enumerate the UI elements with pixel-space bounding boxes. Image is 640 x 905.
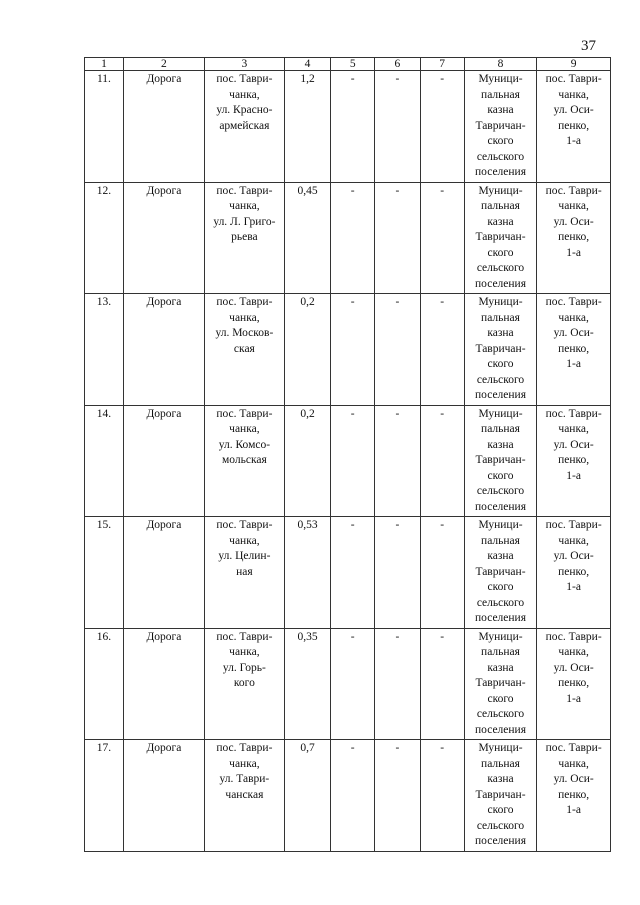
owner-cell-line: сельского — [476, 485, 525, 497]
column-6-cell: - — [375, 71, 420, 183]
owner-cell — [464, 182, 537, 294]
owner-cell-line: ского — [487, 804, 514, 816]
owner-cell-line: сельского — [476, 262, 525, 274]
column-number: 1 — [85, 58, 124, 71]
table-row — [85, 517, 611, 629]
column-5-cell: - — [331, 628, 375, 740]
object-type-cell: Дорога — [123, 628, 204, 740]
holder-address-cell-line: 1-а — [566, 581, 581, 593]
owner-cell-line: казна — [487, 215, 514, 228]
owner-cell-line: сельского — [476, 708, 525, 720]
owner-cell — [464, 405, 537, 517]
address-cell-line: чанская — [225, 788, 264, 801]
address-cell-line: чанка, — [229, 757, 260, 770]
owner-cell-line: поселения — [475, 612, 526, 624]
owner-cell-line: поселения — [475, 389, 526, 401]
table-row — [85, 294, 611, 406]
holder-address-cell-line: 1-а — [566, 358, 581, 370]
column-7-cell: - — [420, 294, 464, 406]
address-cell — [204, 405, 284, 517]
owner-cell-line: казна — [487, 438, 514, 451]
length-cell: 0,2 — [284, 405, 330, 517]
holder-address-cell-line: чанка, — [558, 311, 589, 324]
owner-cell-line: пальная — [481, 423, 520, 435]
owner-cell-line: Тавричан- — [475, 231, 526, 243]
holder-address-cell-line: 1-а — [566, 469, 581, 482]
holder-address-cell — [537, 405, 611, 517]
owner-cell-line: Муници- — [478, 184, 523, 197]
column-number: 7 — [420, 58, 464, 71]
column-5-cell: - — [331, 405, 375, 517]
row-number-cell: 14. — [85, 405, 124, 517]
owner-cell-line: сельского — [476, 819, 525, 832]
address-cell-line: ул. Москов- — [215, 327, 274, 339]
length-cell: 0,45 — [284, 182, 330, 294]
holder-address-cell-line: пенко, — [558, 788, 590, 801]
row-number-cell: 12. — [85, 182, 124, 294]
holder-address-cell-line: 1-а — [566, 135, 581, 147]
address-cell-line: рьева — [231, 231, 258, 243]
holder-address-cell-line: пос. Таври- — [545, 407, 602, 420]
row-number-cell: 17. — [85, 740, 124, 852]
holder-address-cell-line: пос. Таври- — [545, 742, 602, 754]
address-cell-line: чанка, — [229, 88, 260, 101]
holder-address-cell-line: пос. Таври- — [545, 519, 602, 531]
holder-address-cell-line: чанка, — [558, 757, 589, 770]
address-cell-line: ул. Л. Григо- — [213, 215, 276, 228]
object-type-cell: Дорога — [123, 517, 204, 629]
owner-cell-line: Муници- — [478, 407, 523, 420]
holder-address-cell-line: чанка, — [558, 646, 589, 658]
address-cell — [204, 628, 284, 740]
row-number-cell: 16. — [85, 628, 124, 740]
address-cell-line: ул. Комсо- — [218, 438, 271, 451]
address-cell-line: чанка, — [229, 423, 260, 435]
owner-cell-line: Тавричан- — [475, 565, 526, 578]
holder-address-cell-line: ул. Оси- — [553, 215, 594, 228]
address-cell-line: ная — [236, 565, 253, 578]
holder-address-cell — [537, 294, 611, 406]
holder-address-cell-line: ул. Оси- — [553, 550, 594, 562]
address-cell-line: пос. Таври- — [216, 296, 273, 308]
owner-cell-line: поселения — [475, 277, 526, 290]
holder-address-cell-line: 1-а — [566, 246, 581, 259]
owner-cell-line: сельского — [476, 373, 525, 386]
owner-cell-line: сельского — [476, 150, 525, 163]
column-number-row — [85, 58, 611, 71]
owner-cell-line: поселения — [475, 723, 526, 736]
column-5-cell: - — [331, 740, 375, 852]
length-cell: 0,7 — [284, 740, 330, 852]
column-5-cell: - — [331, 517, 375, 629]
column-number: 3 — [204, 58, 284, 71]
column-6-cell: - — [375, 294, 420, 406]
column-number: 8 — [464, 58, 537, 71]
address-cell-line: ская — [233, 342, 255, 355]
owner-cell-line: казна — [487, 550, 514, 562]
address-cell-line: ул. Горь- — [222, 661, 266, 674]
owner-cell-line: казна — [487, 661, 514, 674]
owner-cell — [464, 628, 537, 740]
address-cell-line: пос. Таври- — [216, 73, 273, 85]
owner-cell-line: Тавричан- — [475, 677, 526, 689]
holder-address-cell-line: 1-а — [566, 804, 581, 816]
owner-cell-line: Муници- — [478, 742, 523, 754]
holder-address-cell-line: 1-а — [566, 692, 581, 705]
holder-address-cell-line: ул. Оси- — [553, 773, 594, 785]
row-number-cell: 13. — [85, 294, 124, 406]
owner-cell — [464, 517, 537, 629]
property-registry-table — [84, 57, 611, 852]
holder-address-cell-line: пенко, — [558, 565, 590, 578]
owner-cell-line: пальная — [481, 534, 520, 547]
row-number-cell: 15. — [85, 517, 124, 629]
column-7-cell: - — [420, 405, 464, 517]
address-cell-line: чанка, — [229, 534, 260, 547]
address-cell — [204, 740, 284, 852]
address-cell-line: чанка, — [229, 646, 260, 658]
owner-cell-line: Тавричан- — [475, 342, 526, 355]
address-cell-line: кого — [233, 677, 255, 689]
holder-address-cell-line: пенко, — [558, 342, 590, 355]
holder-address-cell-line: пенко, — [558, 119, 590, 132]
column-6-cell: - — [375, 182, 420, 294]
column-5-cell: - — [331, 294, 375, 406]
owner-cell-line: Тавричан- — [475, 454, 526, 466]
object-type-cell: Дорога — [123, 405, 204, 517]
row-number-cell: 11. — [85, 71, 124, 183]
column-6-cell: - — [375, 740, 420, 852]
holder-address-cell-line: ул. Оси- — [553, 327, 594, 339]
holder-address-cell — [537, 628, 611, 740]
owner-cell-line: сельского — [476, 596, 525, 609]
length-cell: 1,2 — [284, 71, 330, 183]
holder-address-cell-line: пенко, — [558, 231, 590, 243]
column-6-cell: - — [375, 405, 420, 517]
holder-address-cell-line: ул. Оси- — [553, 104, 594, 116]
column-number: 2 — [123, 58, 204, 71]
column-number: 4 — [284, 58, 330, 71]
owner-cell-line: пальная — [481, 311, 520, 324]
address-cell-line: чанка, — [229, 311, 260, 324]
address-cell-line: пос. Таври- — [216, 407, 273, 420]
owner-cell-line: Тавричан- — [475, 119, 526, 132]
holder-address-cell-line: чанка, — [558, 200, 589, 212]
address-cell — [204, 294, 284, 406]
object-type-cell: Дорога — [123, 740, 204, 852]
column-7-cell: - — [420, 517, 464, 629]
owner-cell-line: поселения — [475, 166, 526, 178]
column-5-cell: - — [331, 182, 375, 294]
owner-cell-line: ского — [487, 246, 514, 259]
holder-address-cell-line: чанка, — [558, 423, 589, 435]
table-row — [85, 740, 611, 852]
column-number: 6 — [375, 58, 420, 71]
address-cell-line: пос. Таври- — [216, 630, 273, 643]
address-cell — [204, 182, 284, 294]
address-cell — [204, 71, 284, 183]
owner-cell-line: Тавричан- — [475, 788, 526, 801]
holder-address-cell — [537, 517, 611, 629]
owner-cell-line: ского — [487, 358, 514, 370]
length-cell: 0,35 — [284, 628, 330, 740]
owner-cell-line: Муници- — [478, 73, 523, 85]
column-7-cell: - — [420, 628, 464, 740]
table-row — [85, 182, 611, 294]
holder-address-cell-line: пос. Таври- — [545, 296, 602, 308]
address-cell-line: армейская — [219, 119, 270, 132]
page-number: 37 — [581, 38, 596, 54]
holder-address-cell — [537, 182, 611, 294]
owner-cell — [464, 71, 537, 183]
owner-cell-line: Муници- — [478, 296, 523, 308]
owner-cell-line: казна — [487, 773, 514, 785]
owner-cell-line: Муници- — [478, 630, 523, 643]
owner-cell-line: пальная — [481, 88, 520, 101]
owner-cell-line: пальная — [481, 200, 520, 212]
owner-cell-line: ского — [487, 692, 514, 705]
address-cell-line: пос. Таври- — [216, 742, 273, 754]
address-cell-line: пос. Таври- — [216, 519, 273, 531]
column-6-cell: - — [375, 517, 420, 629]
table-row — [85, 628, 611, 740]
owner-cell-line: ского — [487, 135, 514, 147]
holder-address-cell — [537, 71, 611, 183]
owner-cell-line: ского — [487, 581, 514, 593]
owner-cell — [464, 294, 537, 406]
address-cell-line: ул. Таври- — [219, 773, 270, 785]
holder-address-cell-line: пенко, — [558, 454, 590, 466]
owner-cell-line: Муници- — [478, 519, 523, 531]
owner-cell-line: казна — [487, 327, 514, 339]
owner-cell-line: ского — [487, 469, 514, 482]
address-cell-line: мольская — [222, 454, 267, 466]
holder-address-cell-line: ул. Оси- — [553, 661, 594, 674]
column-6-cell: - — [375, 628, 420, 740]
address-cell-line: пос. Таври- — [216, 184, 273, 197]
holder-address-cell-line: ул. Оси- — [553, 438, 594, 451]
holder-address-cell-line: пос. Таври- — [545, 73, 602, 85]
owner-cell-line: поселения — [475, 500, 526, 513]
length-cell: 0,53 — [284, 517, 330, 629]
holder-address-cell-line: чанка, — [558, 534, 589, 547]
column-7-cell: - — [420, 71, 464, 183]
owner-cell-line: пальная — [481, 757, 520, 770]
owner-cell-line: казна — [487, 104, 514, 116]
owner-cell-line: пальная — [481, 646, 520, 658]
object-type-cell: Дорога — [123, 294, 204, 406]
holder-address-cell-line: пенко, — [558, 677, 590, 689]
holder-address-cell — [537, 740, 611, 852]
address-cell — [204, 517, 284, 629]
holder-address-cell-line: пос. Таври- — [545, 184, 602, 197]
owner-cell-line: поселения — [475, 835, 526, 847]
column-5-cell: - — [331, 71, 375, 183]
column-number: 5 — [331, 58, 375, 71]
column-7-cell: - — [420, 740, 464, 852]
owner-cell — [464, 740, 537, 852]
column-number: 9 — [537, 58, 611, 71]
holder-address-cell-line: чанка, — [558, 88, 589, 101]
table-row — [85, 405, 611, 517]
object-type-cell: Дорога — [123, 182, 204, 294]
table-row — [85, 71, 611, 183]
address-cell-line: чанка, — [229, 200, 260, 212]
column-7-cell: - — [420, 182, 464, 294]
address-cell-line: ул. Красно- — [216, 104, 273, 116]
object-type-cell: Дорога — [123, 71, 204, 183]
length-cell: 0,2 — [284, 294, 330, 406]
holder-address-cell-line: пос. Таври- — [545, 630, 602, 643]
address-cell-line: ул. Целин- — [218, 550, 271, 562]
